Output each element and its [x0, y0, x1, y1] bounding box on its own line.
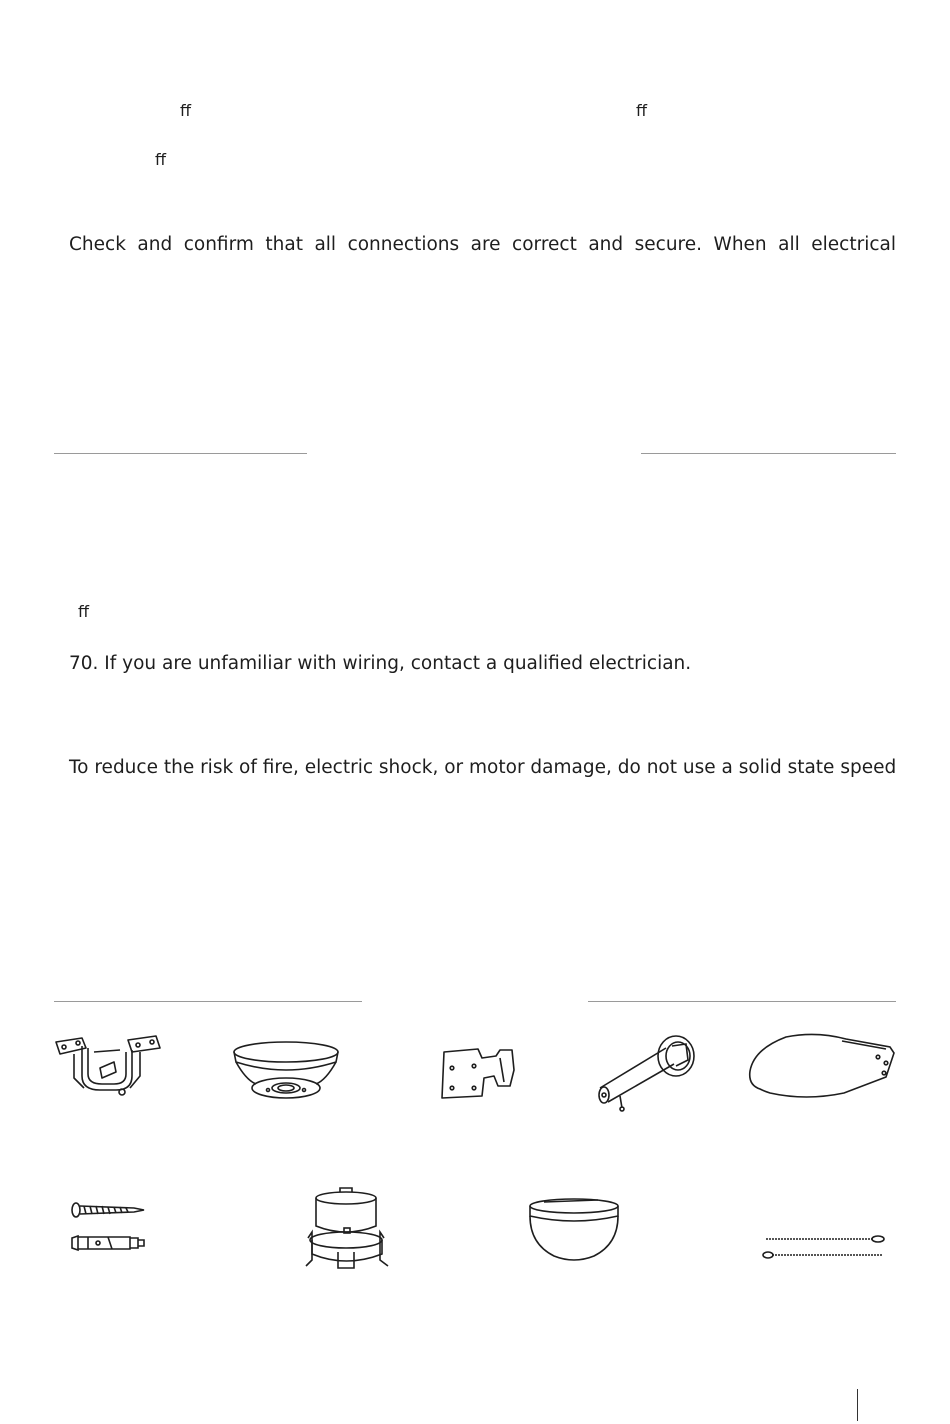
section-divider-right: [641, 453, 896, 454]
parts-divider-right: [588, 1001, 896, 1002]
page-number-separator: [857, 1389, 858, 1421]
text-fragment: ff: [155, 150, 167, 169]
text-fragment: ff: [636, 101, 648, 120]
section-divider-left: [54, 453, 307, 454]
canopy-illustration: [232, 1040, 340, 1102]
light-cover-illustration: [528, 1196, 620, 1262]
text-fragment: ff: [78, 602, 90, 621]
downrod-illustration: [594, 1030, 700, 1112]
fan-blade-illustration: [746, 1029, 898, 1101]
text-fragment: ff: [180, 101, 192, 120]
screw-and-anchor-illustration: [68, 1200, 150, 1256]
motor-housing-illustration: [304, 1186, 394, 1274]
blade-bracket-illustration: [438, 1046, 520, 1100]
mounting-bracket-illustration: [52, 1032, 164, 1098]
parts-divider-left: [54, 1001, 362, 1002]
item-70: 70. If you are unfamiliar with wiring, contact a qualified electrician.: [69, 653, 692, 674]
pull-chains-illustration: [762, 1233, 886, 1261]
wiring-check-paragraph: Check and confirm that all connections are correct and secure. When all electrical: [69, 234, 896, 255]
warning-paragraph: To reduce the risk of fire, electric shock, or motor damage, do not use a solid state speed: [69, 757, 897, 778]
